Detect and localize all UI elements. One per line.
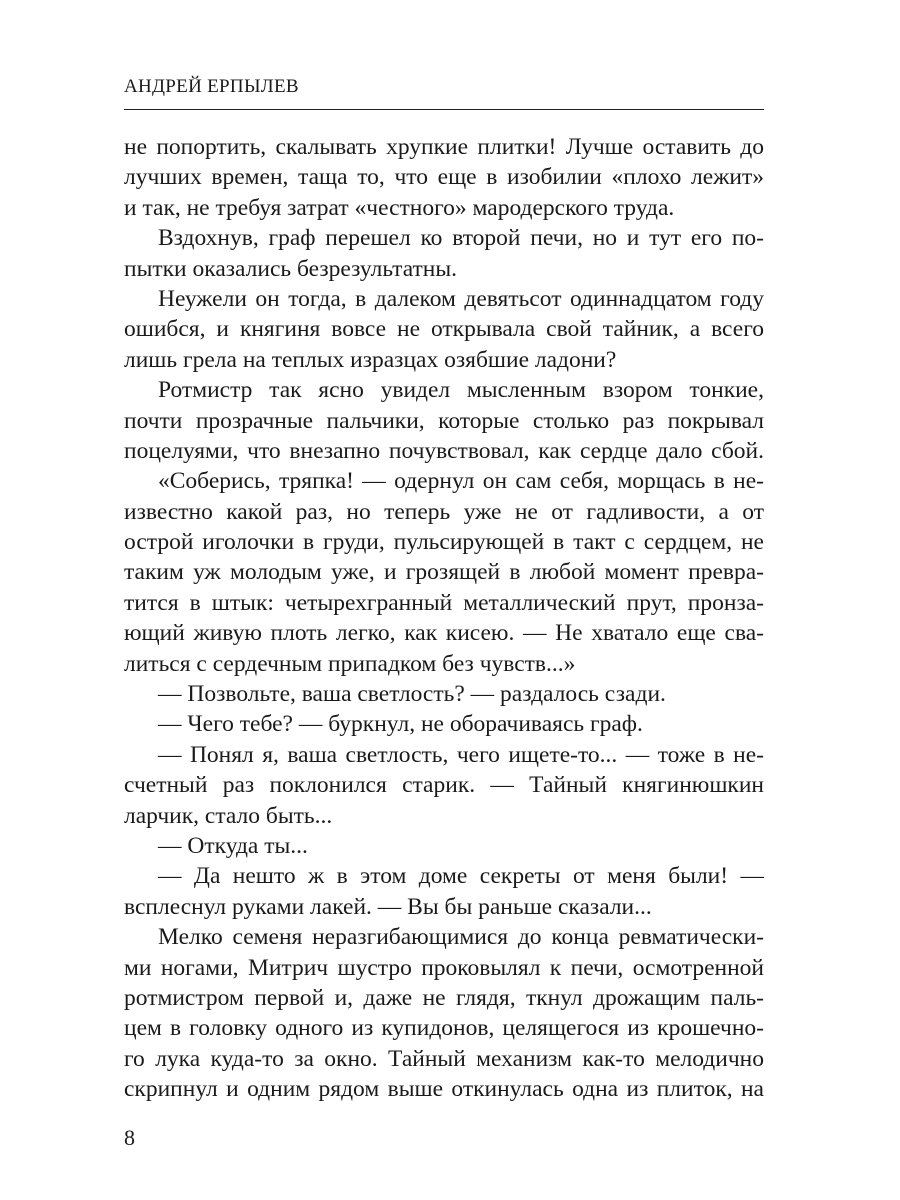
text-line: таким уж молодым уже, и грозящей в любой момент превра- <box>124 559 764 586</box>
text-line: ларчик, стало быть... <box>124 802 333 829</box>
text-line: Вздохнув, граф перешел ко второй печи, но и тут его по- <box>158 225 764 252</box>
running-head-author: АНДРЕЙ ЕРПЫЛЕВ <box>124 76 299 97</box>
text-line: — Да нешто ж в этом доме секреты от меня были! — <box>158 863 764 890</box>
text-line: всплеснул руками лакей. — Вы бы раньше сказали... <box>124 893 652 920</box>
page-number: 8 <box>124 1125 135 1150</box>
text-line: не попортить, скалывать хрупкие плитки! Лучше оставить до <box>124 134 764 160</box>
text-line: скрипнул и одним рядом выше откинулась одна из плиток, на <box>124 1076 764 1103</box>
text-line: — Понял я, ваша светлость, чего ищете-то... — тоже в не- <box>158 741 764 768</box>
text-line: Мелко семеня неразгибающимися до конца ревматически- <box>158 924 764 951</box>
text-line: ротмистром первой и, даже не глядя, ткнул дрожащим паль- <box>124 984 764 1011</box>
body-text <box>124 132 764 1105</box>
text-line: литься с сердечным припадком без чувств...» <box>124 650 576 677</box>
text-line: ошибся, и княгиня вовсе не открывала свой тайник, а всего <box>124 316 764 343</box>
text-line: — Откуда ты... <box>158 832 308 859</box>
text-line: тится в штык: четырехгранный металлический прут, пронза- <box>124 589 764 616</box>
text-line: пытки оказались безрезультатны. <box>124 255 458 282</box>
text-line: ми ногами, Митрич шустро проковылял к печи, осмотренной <box>124 954 764 981</box>
text-line: лучших времен, таща то, что еще в изобилии «плохо лежит» <box>124 164 764 191</box>
text-line: — Чего тебе? — буркнул, не оборачиваясь граф. <box>158 711 643 738</box>
text-line: «Соберись, тряпка! — одернул он сам себя, морщась в не- <box>158 468 764 495</box>
text-line: счетный раз поклонился старик. — Тайный княгинюшкин <box>124 772 764 799</box>
header-rule <box>124 109 764 110</box>
text-line: ющий живую плоть легко, как кисею. — Не хватало еще сва- <box>124 620 764 647</box>
text-line: лишь грела на теплых изразцах озябшие ладони? <box>124 346 617 373</box>
text-line: почти прозрачные пальчики, которые столько раз покрывал <box>124 407 764 434</box>
text-line: и так, не требуя затрат «честного» мародерского труда. <box>124 194 675 221</box>
text-line: Неужели он тогда, в далеком девятьсот одиннадцатом году <box>158 285 764 312</box>
text-line: Ротмистр так ясно увидел мысленным взором тонкие, <box>158 377 764 404</box>
text-line: известно какой раз, но теперь уже не от гадливости, а от <box>124 498 764 525</box>
text-line: цем в головку одного из купидонов, целящегося из крошечно- <box>124 1015 764 1042</box>
text-line: го лука куда-то за окно. Тайный механизм как-то мелодично <box>124 1045 764 1072</box>
text-line: поцелуями, что внезапно почувствовал, как сердце дало сбой. <box>124 437 764 464</box>
text-line: острой иголочки в груди, пульсирующей в такт с сердцем, не <box>124 529 764 556</box>
text-line: — Позвольте, ваша светлость? — раздалось сзади. <box>158 681 666 708</box>
